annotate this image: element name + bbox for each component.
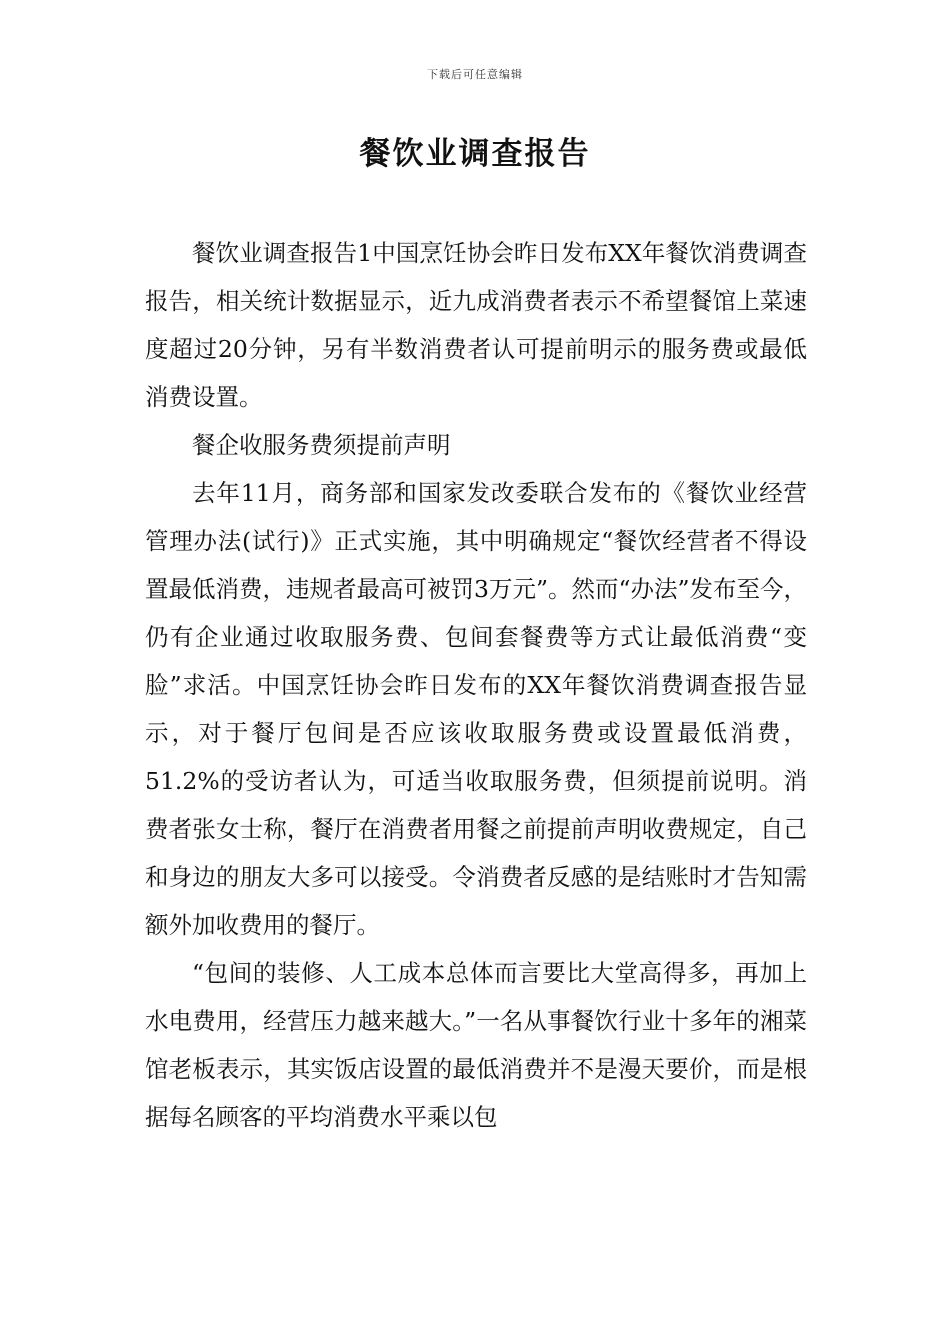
- document-title: 餐饮业调查报告: [359, 136, 591, 172]
- header-note: 下载后可任意编辑: [427, 68, 523, 81]
- document-body: [145, 229, 807, 1141]
- paragraph-regulation: 去年11月，商务部和国家发改委联合发布的《餐饮业经营管理办法(试行)》正式实施，其中明确规定“餐饮经营者不得设置最低消费，违规者最高可被罚3万元”。然而“办法”发布至今，仍有企业通过收取服务费、包间套餐费等方式让最低消费“变脸”求活。中国烹饪协会昨日发布的XX年餐饮消费调查报告显示，对于餐厅包间是否应该收取服务费或设置最低消费，51.2%的受访者认为，可适当收取服务费，但须提前说明。消费者张女士称，餐厅在消费者用餐之前提前声明收费规定，自己和身边的朋友大多可以接受。令消费者反感的是结账时才告知需额外加收费用的餐厅。: [145, 479, 807, 939]
- paragraph-owner-quote: “包间的装修、人工成本总体而言要比大堂高得多，再加上水电费用，经营压力越来越大。”一名从事餐饮行业十多年的湘菜馆老板表示，其实饭店设置的最低消费并不是漫天要价，而是根据每名顾客的平均消费水平乘以包: [145, 959, 807, 1131]
- paragraph-subheading: 餐企收服务费须提前声明: [192, 431, 451, 459]
- paragraph-intro: 餐饮业调查报告1中国烹饪协会昨日发布XX年餐饮消费调查报告，相关统计数据显示，近九成消费者表示不希望餐馆上菜速度超过20分钟，另有半数消费者认可提前明示的服务费或最低消费设置。: [145, 239, 807, 411]
